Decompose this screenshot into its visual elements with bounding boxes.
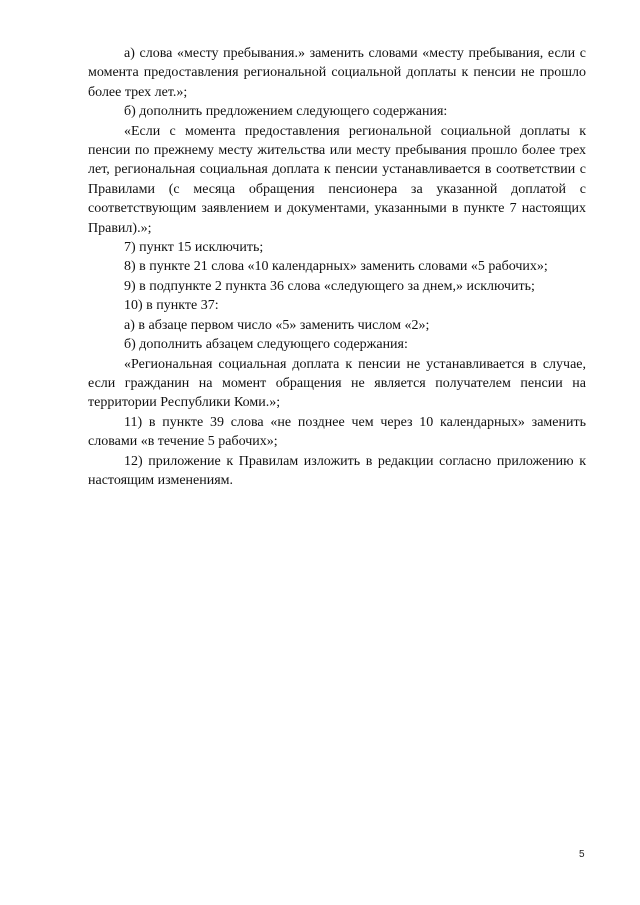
document-body bbox=[88, 44, 586, 490]
paragraph-6: 9) в подпункте 2 пункта 36 слова «следующего за днем,» исключить; bbox=[124, 278, 535, 294]
paragraph-5: 8) в пункте 21 слова «10 календарных» заменить словами «5 рабочих»; bbox=[124, 259, 548, 275]
paragraph-12: 12) приложение к Правилам изложить в редакции согласно приложению к настоящим изменениям. bbox=[88, 453, 586, 488]
paragraph-9: б) дополнить абзацем следующего содержания: bbox=[124, 337, 408, 353]
paragraph-2: б) дополнить предложением следующего содержания: bbox=[124, 104, 448, 120]
page-number: 5 bbox=[579, 849, 585, 860]
paragraph-3: «Если с момента предоставления региональной социальной доплаты к пенсии по прежнему месту жительства или месту пребывания прошло более трех лет, региональная социальная доплата к пенсии устанавливается в соответствии с Правилами (с месяца обращения пенсионера за указанной доплатой с соответствующим заявлением и документами, указанными в пункте 7 настоящих Правил).»; bbox=[88, 123, 586, 236]
paragraph-8: а) в абзаце первом число «5» заменить числом «2»; bbox=[124, 317, 430, 333]
paragraph-1: а) слова «месту пребывания.» заменить словами «месту пребывания, если с момента предоставления региональной социальной доплаты к пенсии не прошло более трех лет.»; bbox=[88, 46, 586, 100]
paragraph-7: 10) в пункте 37: bbox=[124, 298, 219, 314]
paragraph-4: 7) пункт 15 исключить; bbox=[124, 240, 264, 256]
paragraph-10: «Региональная социальная доплата к пенсии не устанавливается в случае, если гражданин на момент обращения не является получателем пенсии на территории Республики Коми.»; bbox=[88, 356, 586, 411]
paragraph-11: 11) в пункте 39 слова «не позднее чем через 10 календарных» заменить словами «в течение 5 рабочих»; bbox=[88, 414, 586, 450]
